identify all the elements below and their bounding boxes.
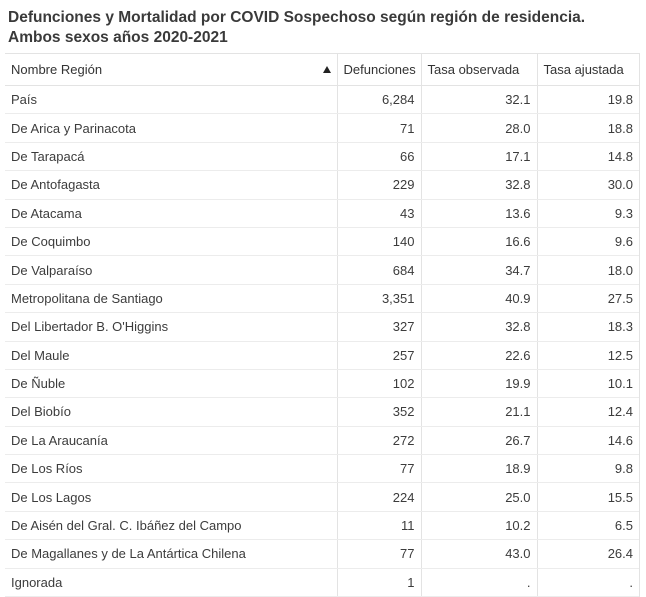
table-row[interactable] — [5, 284, 639, 312]
table-row[interactable] — [5, 483, 639, 511]
cell-tasa-ajustada: 6.5 — [537, 511, 639, 539]
cell-tasa-ajustada: 19.8 — [537, 86, 639, 114]
cell-tasa-ajustada: 26.4 — [537, 540, 639, 568]
header-region[interactable] — [5, 54, 337, 86]
cell-region: Del Biobío — [5, 398, 337, 426]
header-tasa-ajustada[interactable]: Tasa ajustada — [537, 54, 639, 86]
cell-tasa-observada: 32.8 — [421, 313, 537, 341]
cell-tasa-observada: 19.9 — [421, 369, 537, 397]
cell-tasa-observada: 26.7 — [421, 426, 537, 454]
cell-tasa-ajustada: 12.5 — [537, 341, 639, 369]
cell-defunciones: 1 — [337, 568, 421, 596]
cell-defunciones: 684 — [337, 256, 421, 284]
cell-region: De La Araucanía — [5, 426, 337, 454]
cell-region: Ignorada — [5, 568, 337, 596]
table-row[interactable] — [5, 256, 639, 284]
cell-region: De Tarapacá — [5, 142, 337, 170]
cell-tasa-observada: 22.6 — [421, 341, 537, 369]
table-row[interactable] — [5, 114, 639, 142]
cell-defunciones: 224 — [337, 483, 421, 511]
cell-defunciones: 229 — [337, 171, 421, 199]
cell-defunciones: 257 — [337, 341, 421, 369]
table-row[interactable] — [5, 369, 639, 397]
table-row[interactable] — [5, 341, 639, 369]
cell-region: De Los Lagos — [5, 483, 337, 511]
table-row[interactable] — [5, 568, 639, 596]
cell-defunciones: 272 — [337, 426, 421, 454]
cell-region: De Los Ríos — [5, 455, 337, 483]
cell-tasa-observada: 17.1 — [421, 142, 537, 170]
table-row[interactable] — [5, 540, 639, 568]
cell-tasa-ajustada: 9.8 — [537, 455, 639, 483]
table-header-row — [5, 54, 639, 86]
cell-region: De Antofagasta — [5, 171, 337, 199]
cell-tasa-ajustada: 30.0 — [537, 171, 639, 199]
cell-tasa-observada: 25.0 — [421, 483, 537, 511]
sort-ascending-icon[interactable] — [323, 66, 331, 73]
cell-tasa-observada: 43.0 — [421, 540, 537, 568]
cell-region: Metropolitana de Santiago — [5, 284, 337, 312]
cell-tasa-ajustada: . — [537, 568, 639, 596]
cell-tasa-ajustada: 18.8 — [537, 114, 639, 142]
cell-tasa-ajustada: 14.6 — [537, 426, 639, 454]
cell-tasa-observada: 13.6 — [421, 199, 537, 227]
cell-defunciones: 327 — [337, 313, 421, 341]
cell-tasa-observada: 40.9 — [421, 284, 537, 312]
cell-tasa-observada: 18.9 — [421, 455, 537, 483]
header-defunciones[interactable]: Defunciones — [337, 54, 421, 86]
cell-defunciones: 77 — [337, 540, 421, 568]
cell-defunciones: 43 — [337, 199, 421, 227]
cell-region: Del Libertador B. O'Higgins — [5, 313, 337, 341]
cell-region: De Arica y Parinacota — [5, 114, 337, 142]
cell-region: País — [5, 86, 337, 114]
cell-defunciones: 352 — [337, 398, 421, 426]
cell-tasa-observada: 32.8 — [421, 171, 537, 199]
cell-tasa-observada: 10.2 — [421, 511, 537, 539]
table-row[interactable] — [5, 398, 639, 426]
cell-region: De Atacama — [5, 199, 337, 227]
cell-tasa-observada: . — [421, 568, 537, 596]
cell-region: De Ñuble — [5, 369, 337, 397]
cell-tasa-ajustada: 12.4 — [537, 398, 639, 426]
header-tasa-observada[interactable]: Tasa observada — [421, 54, 537, 86]
cell-tasa-ajustada: 18.3 — [537, 313, 639, 341]
cell-defunciones: 71 — [337, 114, 421, 142]
cell-region: De Aisén del Gral. C. Ibáñez del Campo — [5, 511, 337, 539]
table-row[interactable] — [5, 227, 639, 255]
page-title: Defunciones y Mortalidad por COVID Sospechoso según región de residencia. Ambos sexos años 2020-2021 — [8, 9, 586, 46]
cell-tasa-ajustada: 18.0 — [537, 256, 639, 284]
cell-defunciones: 3,351 — [337, 284, 421, 312]
table-row[interactable] — [5, 86, 639, 114]
table-row[interactable] — [5, 426, 639, 454]
cell-tasa-ajustada: 15.5 — [537, 483, 639, 511]
cell-region: De Coquimbo — [5, 227, 337, 255]
cell-region: De Valparaíso — [5, 256, 337, 284]
cell-tasa-observada: 28.0 — [421, 114, 537, 142]
table-row[interactable] — [5, 455, 639, 483]
cell-defunciones: 77 — [337, 455, 421, 483]
cell-tasa-ajustada: 14.8 — [537, 142, 639, 170]
data-table — [5, 54, 639, 597]
table-row[interactable] — [5, 313, 639, 341]
cell-defunciones: 11 — [337, 511, 421, 539]
table-row[interactable] — [5, 142, 639, 170]
cell-tasa-observada: 21.1 — [421, 398, 537, 426]
cell-defunciones: 140 — [337, 227, 421, 255]
header-region-label: Nombre Región — [11, 62, 103, 77]
cell-tasa-observada: 34.7 — [421, 256, 537, 284]
cell-region: De Magallanes y de La Antártica Chilena — [5, 540, 337, 568]
data-table-container[interactable] — [5, 53, 640, 597]
cell-defunciones: 102 — [337, 369, 421, 397]
cell-defunciones: 6,284 — [337, 86, 421, 114]
cell-tasa-ajustada: 27.5 — [537, 284, 639, 312]
cell-tasa-observada: 16.6 — [421, 227, 537, 255]
cell-region: Del Maule — [5, 341, 337, 369]
cell-defunciones: 66 — [337, 142, 421, 170]
cell-tasa-ajustada: 9.3 — [537, 199, 639, 227]
cell-tasa-ajustada: 10.1 — [537, 369, 639, 397]
table-row[interactable] — [5, 171, 639, 199]
table-row[interactable] — [5, 511, 639, 539]
cell-tasa-ajustada: 9.6 — [537, 227, 639, 255]
cell-tasa-observada: 32.1 — [421, 86, 537, 114]
table-row[interactable] — [5, 199, 639, 227]
